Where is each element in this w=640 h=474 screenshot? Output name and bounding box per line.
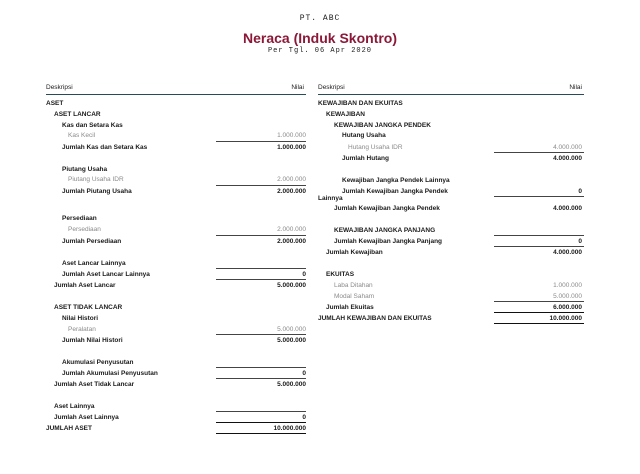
divider [494, 196, 584, 197]
report-title: Neraca (Induk Skontro) [242, 30, 398, 46]
divider [216, 185, 306, 186]
divider [216, 378, 306, 379]
divider [216, 235, 306, 236]
left-desc-header: Deskripsi [46, 84, 73, 91]
divider [216, 433, 306, 434]
right-value-header: Nilai [569, 84, 582, 91]
divider [216, 334, 306, 335]
divider [494, 301, 584, 302]
report-date: Per Tgl. 06 Apr 2020 [267, 47, 372, 55]
divider [216, 367, 306, 368]
divider [494, 323, 584, 324]
divider [494, 312, 584, 313]
divider [216, 411, 306, 412]
divider [216, 279, 306, 280]
divider [216, 141, 306, 142]
divider [494, 152, 584, 153]
right-column-header [318, 84, 584, 95]
divider [216, 268, 306, 269]
left-value-header: Nilai [291, 84, 304, 91]
divider [494, 235, 584, 236]
company-name: PT. ABC [299, 14, 341, 23]
right-desc-header: Deskripsi [318, 84, 345, 91]
divider [494, 246, 584, 247]
left-column-header [46, 84, 306, 95]
divider [216, 422, 306, 423]
